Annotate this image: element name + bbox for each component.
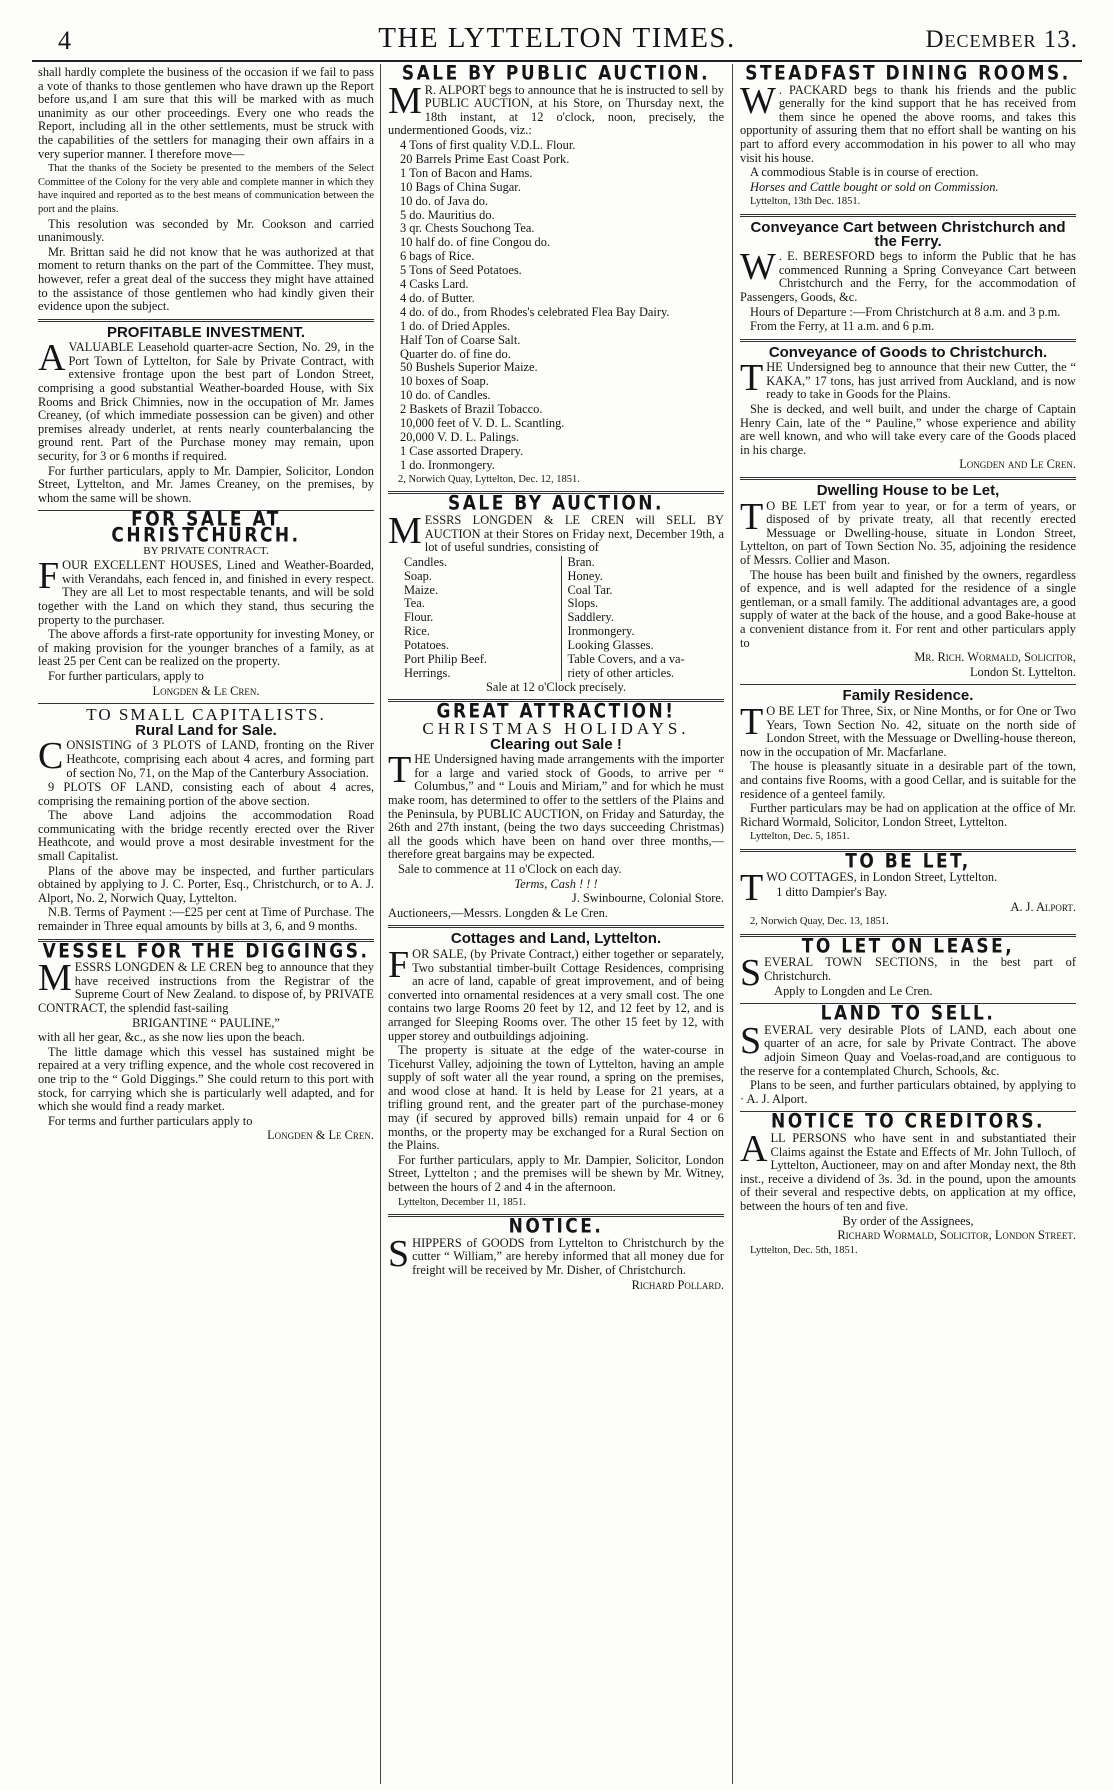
ad-body: O BE LET for Three, Six, or Nine Months, or for One or Two Years, Town Section No. 42, situate on the north side of London Street, with the Messuage or Dwelling-house thereon, now in the occupation of Mr. Macfarlane. bbox=[740, 703, 1076, 759]
list-item: Candles. bbox=[404, 554, 448, 569]
ad-heading: TO LET ON LEASE, bbox=[801, 935, 1015, 959]
ad-sale-by-auction bbox=[388, 492, 724, 694]
drop-cap: A bbox=[38, 337, 66, 380]
ad-heading: Dwelling House to be Let, bbox=[816, 482, 1000, 500]
ad-body: By order of the Assignees, bbox=[842, 1213, 974, 1228]
list-item: Flour. bbox=[404, 610, 434, 625]
goods-list bbox=[388, 139, 724, 473]
list-item: Slops. bbox=[567, 596, 599, 611]
ad-vessel-diggings bbox=[38, 940, 374, 1143]
list-item: Table Covers, and a va- bbox=[567, 652, 685, 667]
ad-heading: NOTICE. bbox=[508, 1215, 604, 1239]
ad-subheading: Rural Land for Sale. bbox=[135, 721, 277, 739]
ad-contact: For terms and further particulars apply to bbox=[48, 1113, 253, 1128]
list-item: 3 qr. Chests Souchong Tea. bbox=[400, 221, 535, 236]
drop-cap: M bbox=[388, 79, 422, 122]
ad-body: ESSRS LONGDEN & LE CREN beg to announce that they have received instructions from the Registrar of the Supreme Court of New Zealand. to dispose of, by PRIVATE CONTRACT, the splendid fast-sailing bbox=[38, 960, 374, 1015]
masthead bbox=[32, 20, 1082, 62]
ad-body: R. ALPORT begs to announce that he is instructed to sell by PUBLIC AUCTION, at his Store, on Thursday next, the 18th instant, at 12 o'clock, noon, precisely, the undermentioned Goods, viz.: bbox=[388, 82, 724, 138]
ad-body: 1 ditto Dampier's Bay. bbox=[776, 885, 888, 900]
resolution-text: That the thanks of the Society be presented to the members of the Select Committee of the Colony for the very able and complete manner in which they have inquired and reported as to the best means of communication between the port and the plains. bbox=[38, 163, 374, 215]
issue-date: December 13. bbox=[925, 26, 1078, 53]
list-item: Herrings. bbox=[404, 665, 451, 680]
ad-body: EVERAL very desirable Plots of LAND, each about one quarter of an acre, for sale by Private Contract. The above adjoin Simeon Quay and Voelas-road,and are contiguous to the reserve for a contemplated Church, Schools, &c. bbox=[740, 1022, 1076, 1078]
drop-cap: T bbox=[740, 495, 764, 538]
ad-body: Horses and Cattle bought or sold on Commission. bbox=[750, 179, 999, 194]
ad-signature: J. Swinbourne, Colonial Store. bbox=[571, 891, 724, 906]
ad-body: with all her gear, &c., as she now lies upon the beach. bbox=[38, 1030, 305, 1045]
drop-cap: S bbox=[740, 1019, 762, 1062]
ad-contact: Plans to be seen, and further particulars obtained, by applying to · A. J. Alport. bbox=[740, 1078, 1076, 1106]
column-divider bbox=[380, 64, 381, 1784]
ad-body: HE Undersigned having made arrangements with the importer for a large and varied stock of Goods, to arrive per “ Columbus,” and “ Louis and Miriam,” and for which he must make room, has determined to offer to the settlers of the Plains and the Peninsula, by PUBLIC AUCTION, on Friday and Saturday, the 26th and 27th instant, (being the two days succeeding Christmas) all the goods which have been on hand over three months,— therefore great bargains may be expected. bbox=[388, 752, 724, 862]
speech-article bbox=[38, 66, 374, 314]
ad-family-residence bbox=[740, 689, 1076, 844]
ad-body: HIPPERS of GOODS from Lyttelton to Christchurch by the cutter “ William,” are hereby informed that all money due for freight will be received by Mr. Disher, of Christchurch. bbox=[412, 1235, 724, 1277]
ad-contact: For further particulars, apply to Mr. Dampier, Solicitor, London Street, Lyttelton ; and the premises will be shewn by Mr. Witney, between the hours of 2 and 4 in the afternoon. bbox=[388, 1152, 724, 1195]
ad-dateline: 2, Norwich Quay, Lyttelton, Dec. 12, 1851. bbox=[398, 473, 580, 485]
list-item: Potatoes. bbox=[404, 638, 450, 653]
ad-dateline: Lyttelton, 13th Dec. 1851. bbox=[750, 196, 861, 208]
ad-dining-rooms bbox=[740, 62, 1076, 209]
ad-body: ONSISTING of 3 PLOTS of LAND, fronting on the River Heathcote, comprising each about 4 acres, and forming part of section No, 71, on the Map of the Canterbury Association. bbox=[66, 738, 374, 780]
drop-cap: S bbox=[388, 1232, 410, 1275]
drop-cap: S bbox=[740, 952, 762, 995]
column-3 bbox=[740, 62, 1076, 1258]
list-item: 1 do. Ironmongery. bbox=[400, 457, 495, 472]
drop-cap: F bbox=[38, 555, 60, 598]
ad-contact: Plans of the above may be inspected, and further particulars obtained by applying to J. C. Porter, Esq., Christchurch, or to A. J. Alport, No. 2, Norwich Quay, Lyttelton. bbox=[38, 863, 374, 905]
ad-schedule: Hours of Departure :—From Christchurch at 8 a.m. and 3 p.m. bbox=[750, 304, 1061, 319]
ad-heading: STEADFAST DINING ROOMS. bbox=[745, 62, 1071, 86]
list-item: 5 Tons of Seed Potatoes. bbox=[400, 263, 522, 278]
list-item: 10 do. of Java do. bbox=[400, 193, 489, 208]
ad-body: OR SALE, (by Private Contract,) either together or separately, Two substantial timber-built Cottage Residences, comprising an acre of land, capable of great improvement, and of being converted into ornamental residences at a very small cost. The one contains two large Rooms 20 feet by 12, and 12 feet by 12, and is arranged for Sleeping Rooms over. The other 15 feet by 12, with upper storey and outbuildings adjoining. bbox=[388, 946, 724, 1043]
list-item: riety of other articles. bbox=[567, 665, 675, 680]
drop-cap: F bbox=[388, 943, 410, 986]
ad-dwelling-house bbox=[740, 484, 1076, 679]
drop-cap: W bbox=[740, 246, 776, 289]
ad-address: London St. Lyttelton. bbox=[969, 664, 1076, 679]
list-item: 10 half do. of fine Congou do. bbox=[400, 235, 551, 250]
ad-body: VALUABLE Leasehold quarter-acre Section, No. 29, in the Port Town of Lyttelton, for Sale by Private Contract, with extensive frontage upon the best part of London Street, comprising a good substantial Weather-boarded House, with Six Rooms and Brick Chimnies, now in the occupation of Mr. James Creaney, (of which immediate possession can be given) and other premises already underlet, at rents nearly counterbalancing the ground rent. Part of the Purchase money may remain, upon security, for 3 or 6 months if required. bbox=[38, 340, 374, 464]
ad-heading: TO BE LET, bbox=[845, 850, 971, 874]
list-item: 50 Bushels Superior Maize. bbox=[400, 360, 538, 375]
ad-body: 9 PLOTS OF LAND, consisting each of about 4 acres, comprising the remaining portion of the above section. bbox=[38, 780, 374, 808]
ad-cottages-land bbox=[388, 932, 724, 1209]
ad-body: A commodious Stable is in course of erection. bbox=[750, 165, 979, 180]
ad-body: WO COTTAGES, in London Street, Lyttelton. bbox=[766, 870, 998, 885]
ad-body: Sale to commence at 11 o'Clock on each day. bbox=[398, 861, 622, 876]
drop-cap: M bbox=[388, 509, 422, 552]
ad-body: . E. BERESFORD begs to inform the Public that he has commenced Running a Spring Conveyance Cart between Christchurch and the Ferry, for the accommodation of Passengers, Goods, &c. bbox=[740, 249, 1076, 304]
ad-dateline: 2, Norwich Quay, Dec. 13, 1851. bbox=[750, 916, 889, 928]
list-item: Looking Glasses. bbox=[567, 638, 654, 653]
drop-cap: T bbox=[740, 700, 764, 743]
ad-body: HE Undersigned beg to announce that their new Cutter, the “ KAKA,” 17 tons, has just arrived from Auckland, and is now ready to take in Goods for the Plains. bbox=[766, 360, 1076, 402]
drop-cap: A bbox=[740, 1127, 768, 1170]
ad-body: OUR EXCELLENT HOUSES, Lined and Weather-Boarded, with Verandahs, each fenced in, and finished in every respect. They are all Let to most respectable tenants, and will be sold together with the Land on which they stand, thus securing the property to the purchaser. bbox=[38, 558, 374, 627]
ad-heading: Cottages and Land, Lyttelton. bbox=[450, 930, 662, 948]
drop-cap: T bbox=[740, 867, 764, 910]
ship-name: BRIGANTINE “ PAULINE,” bbox=[132, 1015, 280, 1030]
ad-body: The property is situate at the edge of the water-course in Ticehurst Valley, adjoining the town of Lyttelton, having an ample supply of soft water all the year round, a spring on the premises, and wood close at hand. It is held by Lease for 21 years, at a trifling ground rent, and the greater part of the purchase-money may (if secured by approved bills) remain unpaid for 4 or 6 months, or the property may be exchanged for a Rural Section on the Plains. bbox=[388, 1043, 724, 1153]
drop-cap: T bbox=[388, 749, 412, 792]
ad-heading: VESSEL FOR THE DIGGINGS. bbox=[42, 940, 370, 964]
ad-signature: Longden & Le Cren. bbox=[152, 683, 260, 698]
list-item: 10 boxes of Soap. bbox=[400, 374, 489, 389]
ad-body: . PACKARD begs to thank his friends and the public generally for the kind support that he has received from them since he opened the above rooms, and takes this opportunity of assuring them that no effort shall be wanting on his part to afford every accommodation in his power to all who may visit his house. bbox=[740, 82, 1076, 165]
drop-cap: C bbox=[38, 735, 64, 778]
ad-public-auction bbox=[388, 62, 724, 486]
ad-small-capitalists bbox=[38, 705, 374, 934]
ad-heading: GREAT ATTRACTION! bbox=[436, 700, 676, 724]
ad-heading: PROFITABLE INVESTMENT. bbox=[106, 323, 306, 341]
ad-heading: LAND TO SELL. bbox=[820, 1002, 996, 1026]
column-1 bbox=[38, 66, 374, 1144]
list-item: Port Philip Beef. bbox=[404, 652, 487, 667]
list-item: Tea. bbox=[404, 596, 425, 611]
ad-terms: N.B. Terms of Payment :—£25 per cent at Time of Purchase. The remainder in Three equal amounts by bills at 3, 6, and 9 months. bbox=[38, 905, 374, 934]
drop-cap: M bbox=[38, 957, 72, 1000]
ad-body: The above affords a first-rate opportunity for investing Money, or of making provision for the younger branches of a family, as at least 25 per Cent can be realized on the property. bbox=[38, 627, 374, 669]
list-item: Ironmongery. bbox=[567, 624, 635, 639]
list-item: 20 Barrels Prime East Coast Pork. bbox=[400, 151, 570, 166]
ad-signature: Richard Wormald, Solicitor, London Street. bbox=[837, 1228, 1076, 1243]
ad-signature: Longden and Le Cren. bbox=[959, 457, 1076, 472]
list-item: Bran. bbox=[567, 554, 595, 569]
list-item: 6 bags of Rice. bbox=[400, 249, 475, 264]
ad-sale-christchurch bbox=[38, 508, 374, 698]
list-item: Coal Tar. bbox=[567, 582, 613, 597]
ad-auctioneers: Auctioneers,—Messrs. Longden & Le Cren. bbox=[388, 905, 608, 920]
ad-heading: Conveyance Cart between Christchurch and the Ferry. bbox=[750, 218, 1066, 250]
ad-contact: For further particulars, apply to Mr. Dampier, Solicitor, London Street, Lyttelton, and Mr. James Creaney, on the premises, by whom the same will be shown. bbox=[38, 463, 374, 505]
column-divider bbox=[732, 64, 733, 1784]
article-paragraph: shall hardly complete the business of the occasion if we fail to pass a vote of thanks to those gentlemen who have drawn up the Report before us,and I am sure that this will be marked with as much unanimity as our other proceedings. Every one who reads the Report, including all in the other settlements, must be struck with the capabilities of the settlers for managing their own affairs in a very superior manner. I therefore move— bbox=[38, 65, 374, 161]
ad-heading: Conveyance of Goods to Christchurch. bbox=[768, 343, 1048, 361]
ad-body: O BE LET from year to year, or for a term of years, or disposed of by private treaty, all that recently erected Messuage or Dwelling-house, situate in London Street, Lyttelton, on part of Town Section No. 35, adjoining the residence of Messrs. Collier and Mason. bbox=[740, 498, 1076, 567]
list-item: 4 do. of do., from Rhodes's celebrated Flea Bay Dairy. bbox=[400, 304, 670, 319]
list-item: 1 Case assorted Drapery. bbox=[400, 443, 524, 458]
ad-heading: SALE BY AUCTION. bbox=[448, 492, 664, 516]
list-item: 1 Ton of Bacon and Hams. bbox=[400, 165, 533, 180]
ad-subheading: Clearing out Sale ! bbox=[490, 735, 622, 753]
ad-profitable-investment bbox=[38, 323, 374, 506]
ad-signature: Richard Pollard. bbox=[631, 1277, 724, 1292]
drop-cap: T bbox=[740, 357, 764, 400]
article-paragraph: This resolution was seconded by Mr. Cookson and carried unanimously. bbox=[38, 216, 374, 245]
ad-terms: Terms, Cash ! ! ! bbox=[514, 876, 598, 891]
list-item: 4 do. of Butter. bbox=[400, 290, 475, 305]
ad-body: The house has been built and finished by the owners, regardless of expence, and is well adapted for the residence of a single gentleman, or a small family. The additional advantages are, a good supply of water at the back of the house, and a good Bake-house at a convenient distance from it. For rent and other particulars apply to bbox=[740, 567, 1076, 650]
ad-body: The little damage which this vessel has sustained might be repaired at a very trifling expence, and the whole cost recovered in one trip to the “ Gold Diggings.” She could return to this port with stock, for carrying which she is particularly well adapted, and for which she would find a ready market. bbox=[38, 1044, 374, 1114]
list-item: 2 Baskets of Brazil Tobacco. bbox=[400, 402, 543, 417]
ad-heading: Family Residence. bbox=[842, 687, 974, 705]
list-item: 10,000 feet of V. D. L. Scantling. bbox=[400, 416, 565, 431]
list-item: Soap. bbox=[404, 568, 432, 583]
list-item: 5 do. Mauritius do. bbox=[400, 207, 495, 222]
ad-contact: For further particulars, apply to bbox=[48, 668, 204, 683]
ad-heading: TO SMALL CAPITALISTS. bbox=[86, 705, 326, 725]
list-item: Saddlery. bbox=[567, 610, 614, 625]
ad-notice-creditors bbox=[740, 1110, 1076, 1257]
ad-notice-shippers bbox=[388, 1215, 724, 1292]
list-item: 4 Casks Lard. bbox=[400, 277, 469, 292]
ad-body: She is decked, and well built, and under the charge of Captain Henry Cain, late of the “ Pauline,” whose experience and ability are well known, and who will take every care of the Goods placed in his charge. bbox=[740, 402, 1076, 457]
ad-body: ESSRS LONGDEN & LE CREN will SELL BY AUCTION at their Stores on Friday next, December 19th, a lot of useful sundries, consisting of bbox=[424, 512, 724, 555]
ad-body: EVERAL TOWN SECTIONS, in the best part of Christchurch. bbox=[764, 955, 1076, 984]
ad-heading: SALE BY PUBLIC AUCTION. bbox=[401, 62, 711, 86]
list-item: Half Ton of Coarse Salt. bbox=[400, 332, 521, 347]
ad-land-to-sell bbox=[740, 1002, 1076, 1106]
ad-dateline: Lyttelton, Dec. 5th, 1851. bbox=[750, 1244, 858, 1256]
page-number: 4 bbox=[58, 26, 71, 55]
ad-contact: Further particulars may be had on application at the office of Mr. Richard Wormald, Solicitor, London Street, Lyttelton. bbox=[740, 801, 1076, 829]
list-item: Quarter do. of fine do. bbox=[400, 346, 511, 361]
drop-cap: W bbox=[740, 79, 776, 122]
ad-subheading: CHRISTMAS HOLIDAYS. bbox=[422, 719, 690, 739]
ad-body: The above Land adjoins the accommodation Road communicating with the bridge recently erected over the River Heathcote, and would prove a most desirable investment for the small Capitalist. bbox=[38, 808, 374, 864]
article-paragraph: Mr. Brittan said he did not know that he was authorized at that moment to return thanks on the part of the Committee. They must, however, refer a great deal of the success they might have attained to the assistance of those gentlemen who had kindly given their evidence upon the subject. bbox=[38, 244, 374, 314]
column-2 bbox=[388, 62, 724, 1293]
list-item: 10 do. of Candles. bbox=[400, 388, 491, 403]
list-item: 20,000 V. D. L. Palings. bbox=[400, 430, 519, 444]
ad-body: The house is pleasantly situate in a desirable part of the town, and contains five Rooms, with a good Cellar, and is suitable for the residence of a genteel family. bbox=[740, 759, 1076, 801]
ad-subheading: BY PRIVATE CONTRACT. bbox=[143, 544, 269, 557]
ad-to-be-let bbox=[740, 850, 1076, 929]
ad-dateline: Lyttelton, Dec. 5, 1851. bbox=[750, 831, 850, 843]
sale-time: Sale at 12 o'Clock precisely. bbox=[485, 679, 627, 694]
sundries-table bbox=[388, 556, 724, 681]
ad-let-on-lease bbox=[740, 935, 1076, 998]
ad-great-attraction bbox=[388, 700, 724, 920]
list-item: 1 do. of Dried Apples. bbox=[400, 318, 511, 333]
list-item: Rice. bbox=[404, 624, 430, 639]
list-item: Maize. bbox=[404, 582, 439, 597]
list-item: 10 Bags of China Sugar. bbox=[400, 179, 521, 194]
newspaper-title: THE LYTTELTON TIMES. bbox=[378, 22, 736, 54]
ad-signature: A. J. Alport. bbox=[1010, 899, 1076, 914]
ad-body: LL PERSONS who have sent in and substantiated their Claims against the Estate and Effects of Mr. John Tulloch, of Lyttelton, Auctioneer, may on and after Monday next, the 8th inst., receive a dividend of 3s. 3d. in the pound, upon the amounts of their several and respective debts, on application at my office, between the hours of ten and five. bbox=[740, 1130, 1076, 1213]
list-item: 4 Tons of first quality V.D.L. Flour. bbox=[400, 137, 576, 152]
ad-heading: NOTICE TO CREDITORS. bbox=[770, 1110, 1046, 1134]
ad-signature: Longden & Le Cren. bbox=[267, 1128, 374, 1143]
ad-dateline: Lyttelton, December 11, 1851. bbox=[398, 1196, 526, 1208]
ad-conveyance-goods bbox=[740, 343, 1076, 472]
ad-heading: FOR SALE AT CHRISTCHURCH. bbox=[111, 508, 301, 548]
ad-conveyance-cart bbox=[740, 218, 1076, 334]
ad-signature: Mr. Rich. Wormald, Solicitor, bbox=[914, 650, 1076, 665]
ad-schedule: From the Ferry, at 11 a.m. and 6 p.m. bbox=[750, 319, 935, 334]
ad-contact: Apply to Longden and Le Cren. bbox=[774, 983, 933, 998]
list-item: Honey. bbox=[567, 568, 603, 583]
